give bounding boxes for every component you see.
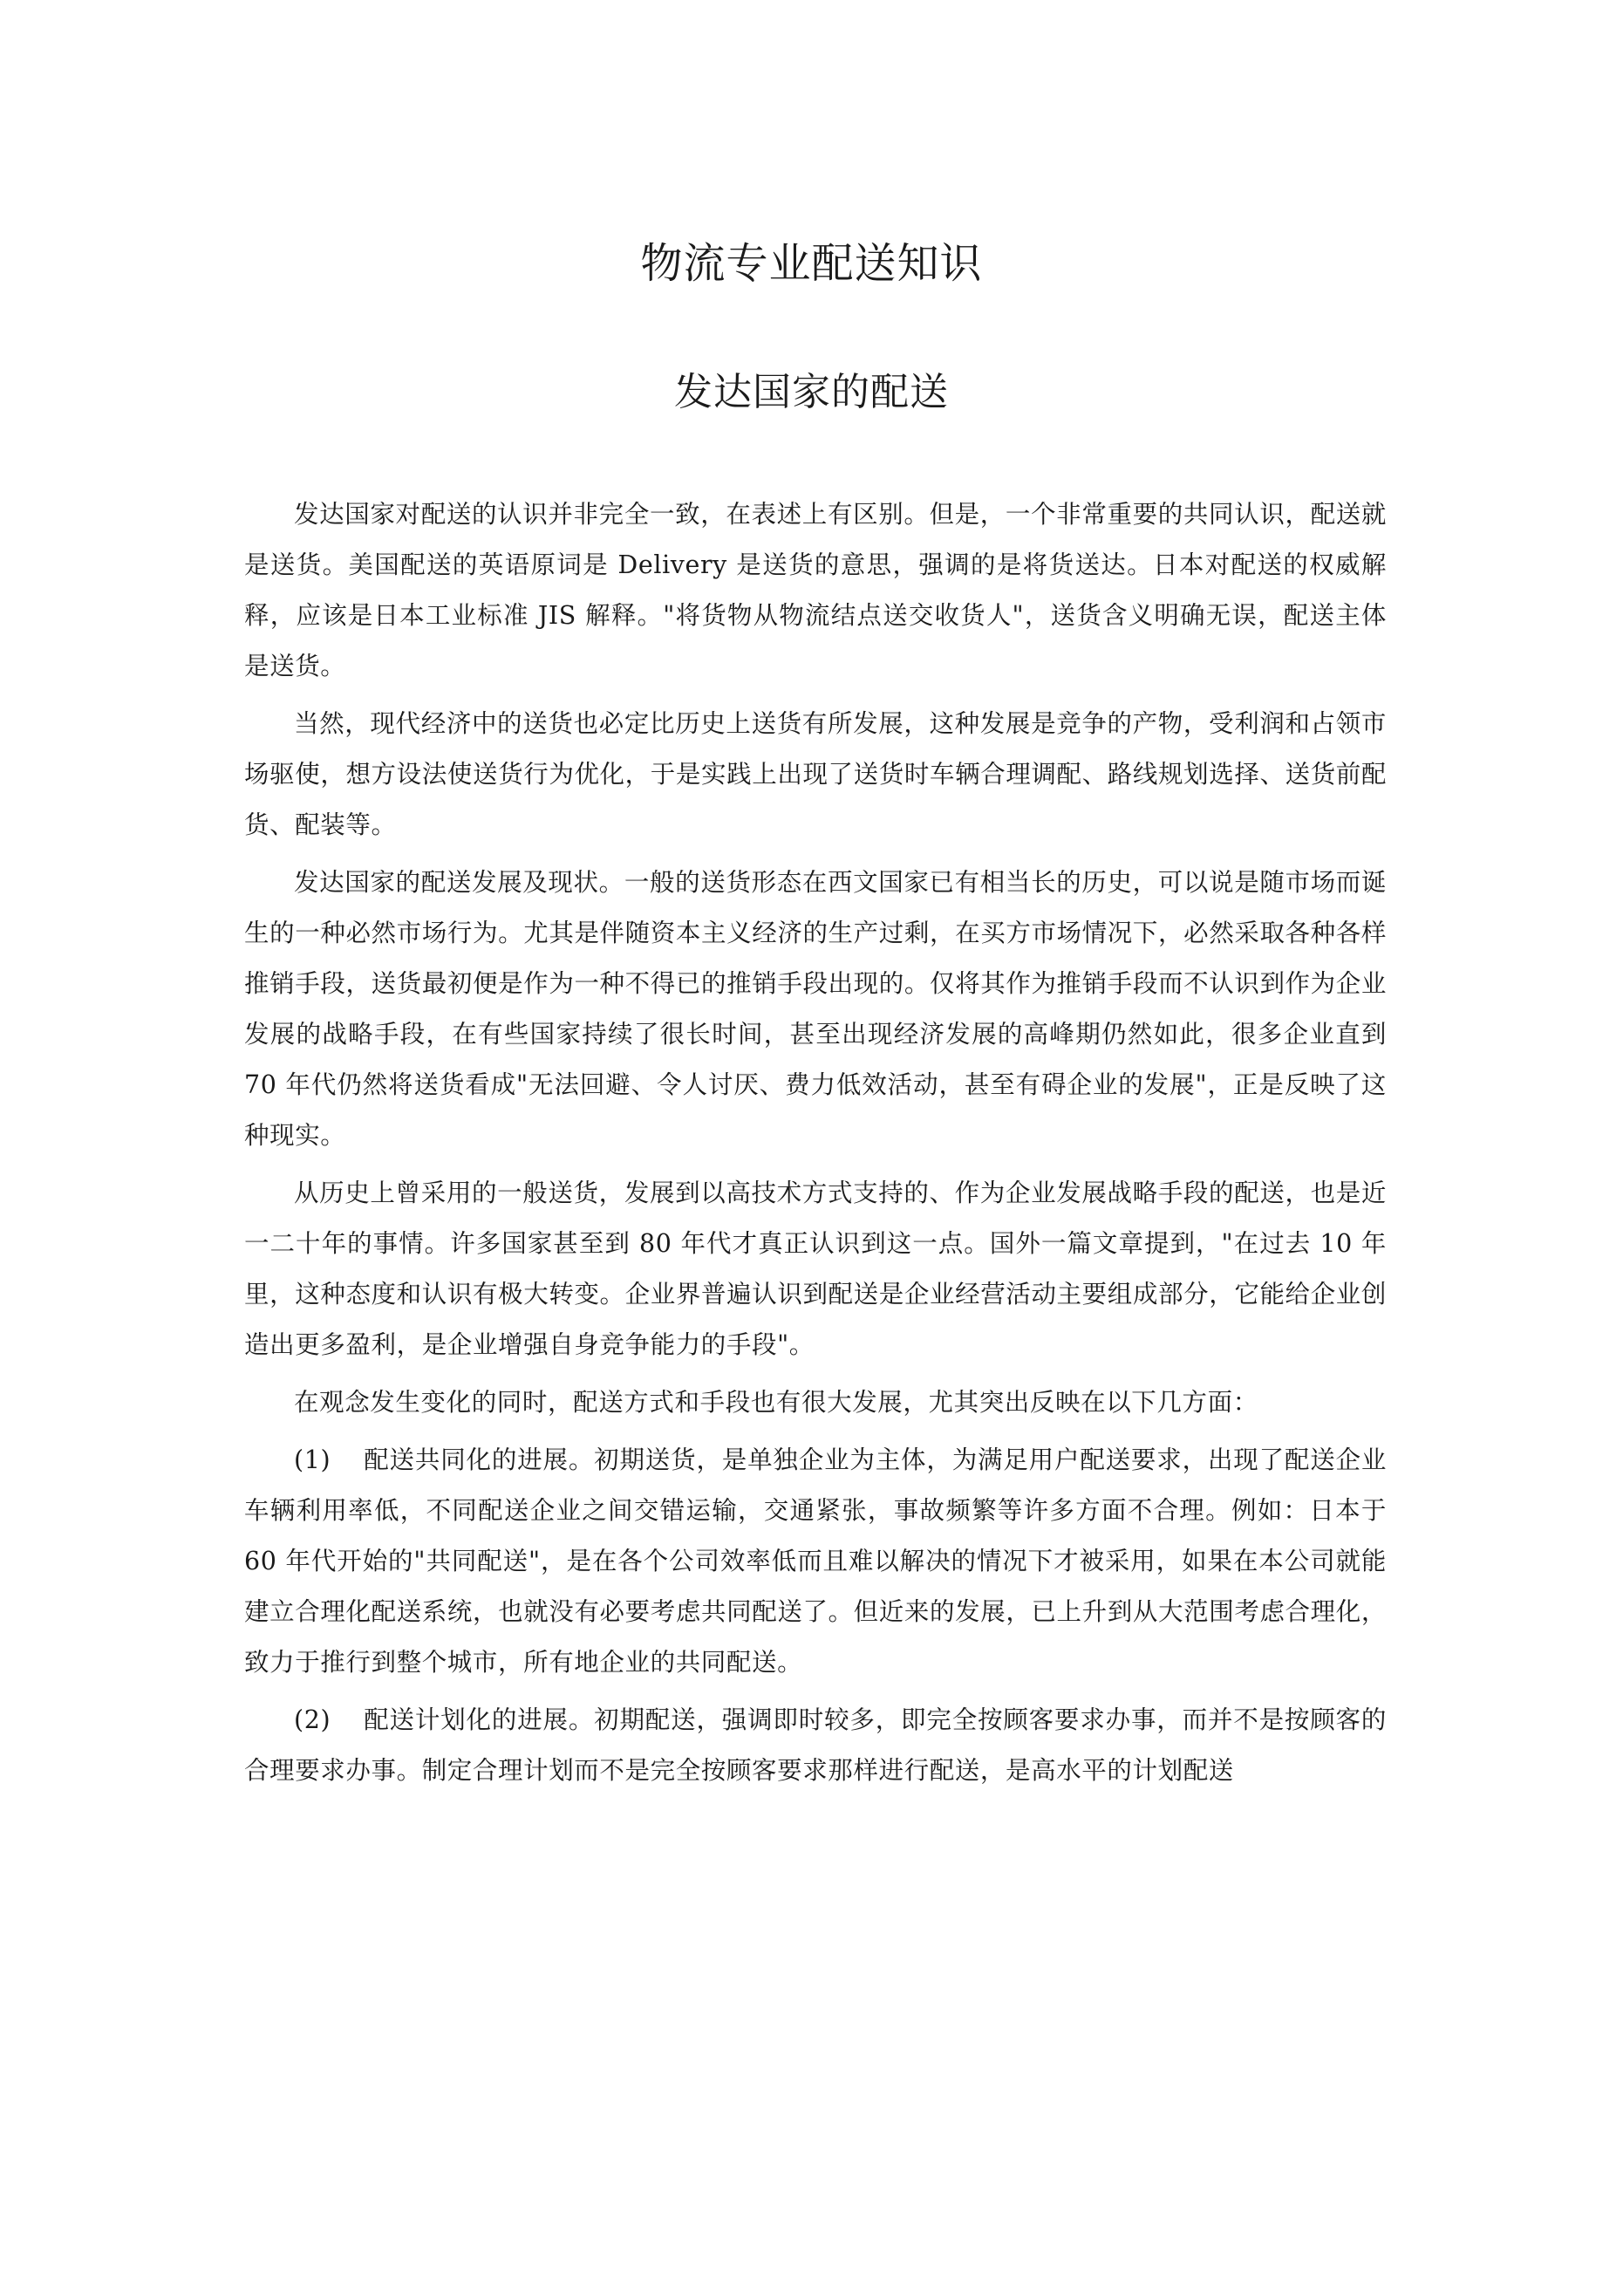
paragraph-1: [244, 489, 1387, 692]
list-item-number: (1): [294, 1445, 331, 1474]
list-item-number: (2): [294, 1705, 331, 1734]
list-item-1: [244, 1435, 1387, 1688]
paragraph-text: 发达国家对配送的认识并非完全一致，在表述上有区别。但是，一个非常重要的共同认识，配送就是送货。美国配送的英语原词是 Delivery 是送货的意思，强调的是将货送达。日本对配送的权威解释，应该是日本工业标准 JIS 解释。"将货物从物流结点送交收货人"，送货含义明确无误，配送主体是送货。: [244, 500, 1387, 680]
list-item-text: 配送共同化的进展。初期送货，是单独企业为主体，为满足用户配送要求，出现了配送企业车辆利用率低，不同配送企业之间交错运输，交通紧张，事故频繁等许多方面不合理。例如：日本于 60 年代开始的"共同配送"，是在各个公司效率低而且难以解决的情况下才被采用，如果在本公司就能建立合理化配送系统，也就没有必要考虑共同配送了。但近来的发展，已上升到从大范围考虑合理化，致力于推行到整个城市，所有地企业的共同配送。: [244, 1445, 1387, 1677]
document-title: 物流专业配送知识: [640, 239, 983, 288]
paragraph-text: 从历史上曾采用的一般送货，发展到以高技术方式支持的、作为企业发展战略手段的配送，也是近一二十年的事情。许多国家甚至到 80 年代才真正认识到这一点。国外一篇文章提到，"在过去 10 年里，这种态度和认识有极大转变。企业界普遍认识到配送是企业经营活动主要组成部分，它能给企业创造出更多盈利，是企业增强自身竞争能力的手段"。: [244, 1179, 1387, 1359]
paragraph-3: [244, 858, 1387, 1161]
paragraph-2: [244, 699, 1387, 851]
document-body: [244, 489, 1387, 1803]
paragraph-4: [244, 1168, 1387, 1370]
paragraph-text: 在观念发生变化的同时，配送方式和手段也有很大发展，尤其突出反映在以下几方面：: [294, 1388, 1258, 1417]
paragraph-text: 当然，现代经济中的送货也必定比历史上送货有所发展，这种发展是竞争的产物，受利润和占领市场驱使，想方设法使送货行为优化，于是实践上出现了送货时车辆合理调配、路线规划选择、送货前配货、配装等。: [244, 709, 1387, 839]
list-item-text: 配送计划化的进展。初期配送，强调即时较多，即完全按顾客要求办事，而并不是按顾客的合理要求办事。制定合理计划而不是完全按顾客要求那样进行配送，是高水平的计划配送: [244, 1705, 1387, 1785]
paragraph-5: [244, 1377, 1387, 1428]
list-item-2: [244, 1695, 1387, 1796]
document-subtitle: 发达国家的配送: [674, 370, 949, 414]
paragraph-text: 发达国家的配送发展及现状。一般的送货形态在西文国家已有相当长的历史，可以说是随市场而诞生的一种必然市场行为。尤其是伴随资本主义经济的生产过剩，在买方市场情况下，必然采取各种各样推销手段，送货最初便是作为一种不得已的推销手段出现的。仅将其作为推销手段而不认识到作为企业发展的战略手段，在有些国家持续了很长时间，甚至出现经济发展的高峰期仍然如此，很多企业直到 70 年代仍然将送货看成"无法回避、令人讨厌、费力低效活动，甚至有碍企业的发展"，正是反映了这种现实。: [244, 868, 1387, 1150]
